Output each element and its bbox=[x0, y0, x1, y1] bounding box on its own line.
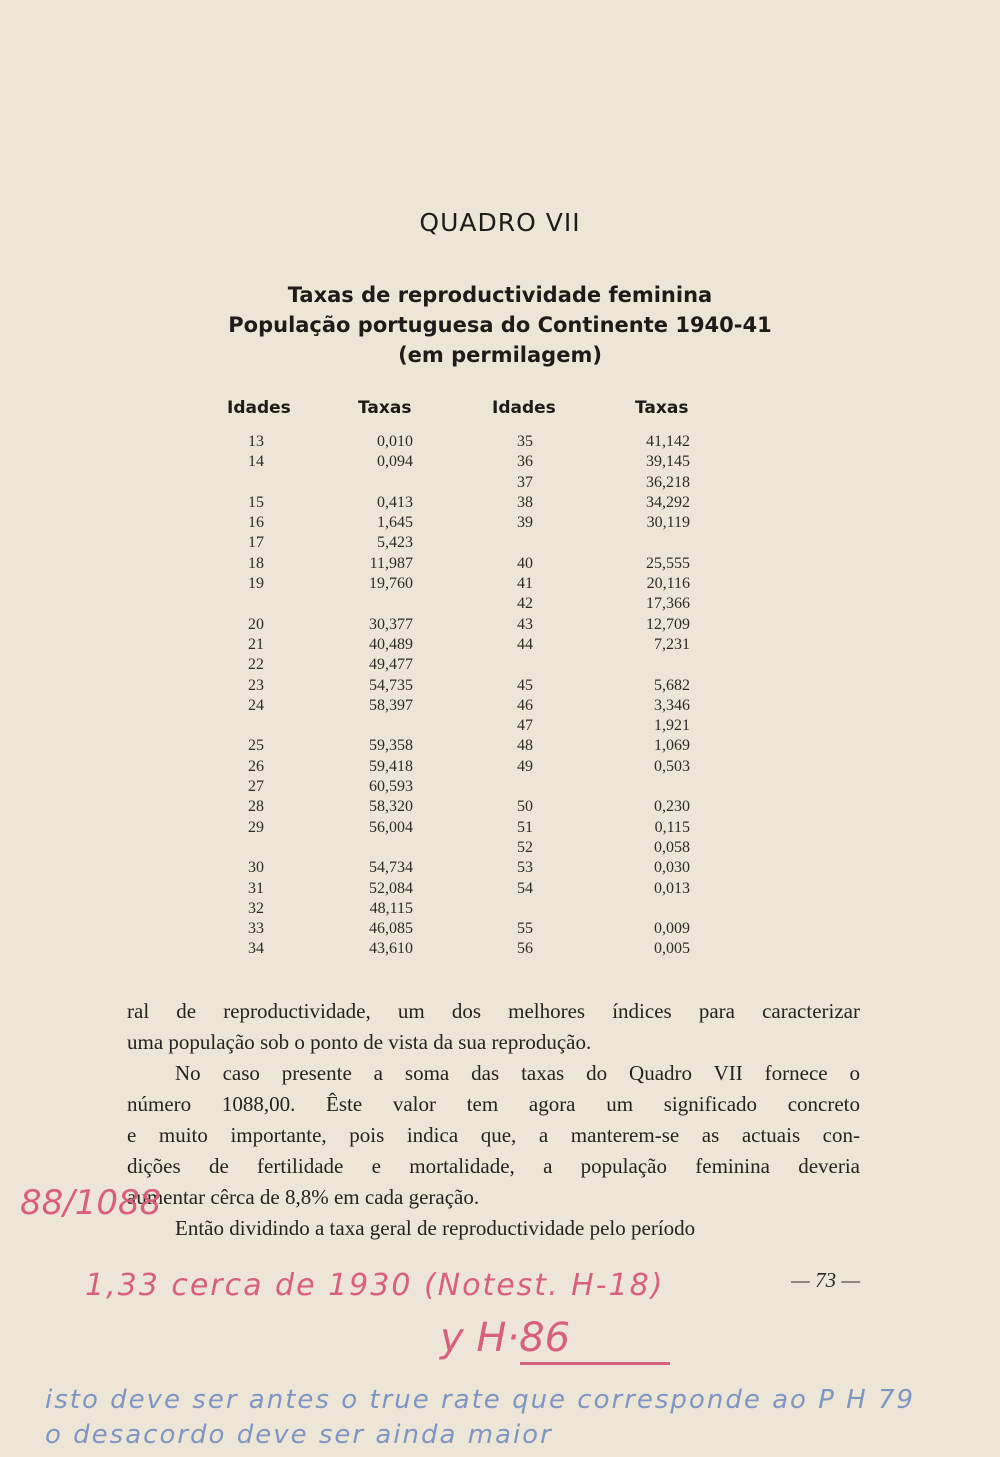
paragraph-3 bbox=[127, 1213, 860, 1244]
table-row bbox=[510, 676, 690, 696]
paragraph-line: No caso presente a soma das taxas do Quadro VII fornece o bbox=[175, 1061, 860, 1085]
table-row bbox=[241, 777, 413, 797]
rate-cell: 39,145 bbox=[646, 453, 690, 471]
age-cell: 20 bbox=[248, 615, 264, 633]
age-cell: 50 bbox=[517, 798, 533, 816]
age-cell: 47 bbox=[517, 717, 533, 735]
age-cell: 54 bbox=[517, 879, 533, 897]
table-row bbox=[241, 533, 413, 553]
age-cell: 33 bbox=[248, 920, 264, 938]
age-cell: 31 bbox=[248, 879, 264, 897]
table-row bbox=[241, 716, 413, 736]
table-row bbox=[241, 655, 413, 675]
red-underline bbox=[520, 1362, 670, 1365]
table-row bbox=[510, 696, 690, 716]
age-cell: 56 bbox=[517, 940, 533, 958]
age-cell: 51 bbox=[517, 818, 533, 836]
age-cell: 25 bbox=[248, 737, 264, 755]
age-cell: 34 bbox=[248, 940, 264, 958]
rate-cell: 19,760 bbox=[369, 575, 413, 593]
rate-cell: 11,987 bbox=[369, 554, 413, 572]
age-cell: 35 bbox=[517, 433, 533, 450]
rate-cell: 46,085 bbox=[369, 920, 413, 938]
rate-cell: 0,115 bbox=[654, 818, 690, 836]
table-row bbox=[241, 939, 413, 959]
age-cell: 16 bbox=[248, 514, 264, 532]
age-cell: 21 bbox=[248, 635, 264, 653]
table-row bbox=[241, 858, 413, 878]
table-row bbox=[510, 432, 690, 452]
age-cell: 45 bbox=[517, 676, 533, 694]
table-row bbox=[510, 757, 690, 777]
table-row bbox=[241, 554, 413, 574]
age-cell: 23 bbox=[248, 676, 264, 694]
age-cell: 42 bbox=[517, 595, 533, 613]
rate-cell: 30,119 bbox=[646, 514, 690, 532]
table-row bbox=[510, 615, 690, 635]
paragraph-line: número 1088,00. Êste valor tem agora um significado concreto bbox=[127, 1092, 860, 1116]
table-row bbox=[510, 533, 690, 553]
rate-cell: 58,397 bbox=[369, 696, 413, 714]
table-row bbox=[241, 493, 413, 513]
table-right-half bbox=[510, 432, 690, 960]
age-cell: 32 bbox=[248, 899, 264, 917]
table-row bbox=[241, 452, 413, 472]
age-cell: 55 bbox=[517, 920, 533, 938]
rate-cell: 0,030 bbox=[654, 859, 690, 877]
table-row bbox=[510, 736, 690, 756]
age-cell: 49 bbox=[517, 757, 533, 775]
age-cell: 48 bbox=[517, 737, 533, 755]
age-cell: 24 bbox=[248, 696, 264, 714]
table-row bbox=[510, 879, 690, 899]
rate-cell: 0,058 bbox=[654, 838, 690, 856]
age-cell: 27 bbox=[248, 778, 264, 796]
rate-cell: 1,069 bbox=[654, 737, 690, 755]
age-cell: 40 bbox=[517, 554, 533, 572]
table-row bbox=[510, 939, 690, 959]
rate-cell: 17,366 bbox=[646, 595, 690, 613]
paragraph-line: e muito importante, pois indica que, a manterem-se as actuais con- bbox=[127, 1123, 860, 1147]
rate-cell: 52,084 bbox=[369, 879, 413, 897]
rate-cell: 3,346 bbox=[654, 696, 690, 714]
age-cell: 22 bbox=[248, 656, 264, 674]
rate-cell: 20,116 bbox=[646, 575, 690, 593]
table-row bbox=[510, 777, 690, 797]
header-taxas-right: Taxas bbox=[635, 398, 689, 418]
age-cell: 19 bbox=[248, 575, 264, 593]
table-row bbox=[241, 736, 413, 756]
rate-cell: 0,503 bbox=[654, 757, 690, 775]
blue-handwritten-note-2: o desacordo deve ser ainda maior bbox=[45, 1420, 553, 1450]
table-row bbox=[510, 919, 690, 939]
table-row bbox=[241, 919, 413, 939]
rate-cell: 7,231 bbox=[654, 635, 690, 653]
rate-cell: 25,555 bbox=[646, 554, 690, 572]
rate-cell: 0,009 bbox=[654, 920, 690, 938]
red-handwritten-note-2: y H·86 bbox=[440, 1315, 571, 1361]
rate-cell: 48,115 bbox=[369, 899, 413, 917]
subtitle-line-1: Taxas de reproductividade feminina bbox=[287, 283, 713, 307]
table-row bbox=[241, 696, 413, 716]
rate-cell: 43,610 bbox=[369, 940, 413, 958]
table-row bbox=[510, 818, 690, 838]
rate-cell: 54,734 bbox=[369, 859, 413, 877]
table-row bbox=[241, 899, 413, 919]
paragraph-1 bbox=[127, 996, 860, 1058]
age-cell: 41 bbox=[517, 575, 533, 593]
rate-cell: 0,230 bbox=[654, 798, 690, 816]
rate-cell: 12,709 bbox=[646, 615, 690, 633]
subtitle-line-3: (em permilagem) bbox=[398, 343, 602, 367]
age-cell: 26 bbox=[248, 757, 264, 775]
table-row bbox=[510, 838, 690, 858]
table-row bbox=[241, 513, 413, 533]
rate-cell: 0,413 bbox=[377, 493, 413, 511]
table-row bbox=[510, 858, 690, 878]
table-row bbox=[241, 594, 413, 614]
rate-cell: 0,013 bbox=[654, 879, 690, 897]
rate-cell: 1,921 bbox=[654, 717, 690, 735]
age-cell: 30 bbox=[248, 859, 264, 877]
rate-cell: 5,423 bbox=[377, 534, 413, 552]
paragraph-line: uma população sob o ponto de vista da sua reprodução. bbox=[127, 1030, 592, 1054]
rate-cell: 54,735 bbox=[369, 676, 413, 694]
header-idades-left: Idades bbox=[227, 398, 291, 418]
subtitle-line-2: População portuguesa do Continente 1940-41 bbox=[228, 313, 772, 337]
rate-cell: 59,358 bbox=[369, 737, 413, 755]
table-row bbox=[241, 797, 413, 817]
page-number: — 73 — bbox=[791, 1268, 860, 1292]
table-row bbox=[510, 797, 690, 817]
age-cell: 38 bbox=[517, 493, 533, 511]
rate-cell: 5,682 bbox=[654, 676, 690, 694]
table-row bbox=[241, 838, 413, 858]
age-cell: 13 bbox=[248, 433, 264, 450]
rate-cell: 58,320 bbox=[369, 798, 413, 816]
table-row bbox=[510, 716, 690, 736]
table-row bbox=[241, 635, 413, 655]
table-row bbox=[241, 615, 413, 635]
table-row bbox=[241, 432, 413, 452]
rate-cell: 0,094 bbox=[377, 453, 413, 471]
rate-cell: 36,218 bbox=[646, 473, 690, 491]
table-row bbox=[510, 554, 690, 574]
table-row bbox=[510, 655, 690, 675]
table-row bbox=[241, 574, 413, 594]
age-cell: 46 bbox=[517, 696, 533, 714]
table-row bbox=[510, 473, 690, 493]
table-row bbox=[241, 676, 413, 696]
rate-cell: 41,142 bbox=[646, 433, 690, 450]
table-row bbox=[510, 635, 690, 655]
rate-cell: 49,477 bbox=[369, 656, 413, 674]
age-cell: 29 bbox=[248, 818, 264, 836]
age-cell: 18 bbox=[248, 554, 264, 572]
table-row bbox=[510, 574, 690, 594]
table-row bbox=[510, 493, 690, 513]
rate-cell: 30,377 bbox=[369, 615, 413, 633]
table-row bbox=[510, 513, 690, 533]
age-cell: 53 bbox=[517, 859, 533, 877]
rate-cell: 1,645 bbox=[377, 514, 413, 532]
rate-cell: 0,010 bbox=[377, 433, 413, 450]
age-cell: 37 bbox=[517, 473, 533, 491]
blue-handwritten-note-1: isto deve ser antes o true rate que corresponde ao P H 79 bbox=[45, 1385, 916, 1415]
age-cell: 36 bbox=[517, 453, 533, 471]
margin-handwritten-note: 88/1088 bbox=[20, 1183, 162, 1223]
table-row bbox=[241, 879, 413, 899]
table-row bbox=[510, 899, 690, 919]
table-left-half bbox=[241, 432, 413, 960]
paragraph-2 bbox=[127, 1058, 860, 1213]
table-row bbox=[510, 594, 690, 614]
red-handwritten-note-1: 1,33 cerca de 1930 (Notest. H-18) bbox=[85, 1268, 665, 1303]
rate-cell: 40,489 bbox=[369, 635, 413, 653]
header-idades-right: Idades bbox=[492, 398, 556, 418]
age-cell: 43 bbox=[517, 615, 533, 633]
age-cell: 15 bbox=[248, 493, 264, 511]
age-cell: 14 bbox=[248, 453, 264, 471]
rate-cell: 0,005 bbox=[654, 940, 690, 958]
age-cell: 44 bbox=[517, 635, 533, 653]
table-row bbox=[510, 452, 690, 472]
age-cell: 28 bbox=[248, 798, 264, 816]
table-row bbox=[241, 818, 413, 838]
age-cell: 17 bbox=[248, 534, 264, 552]
paragraph-line: ral de reproductividade, um dos melhores índices para caracterizar bbox=[127, 999, 860, 1023]
rate-cell: 59,418 bbox=[369, 757, 413, 775]
paragraph-line: aumentar cêrca de 8,8% em cada geração. bbox=[127, 1185, 480, 1209]
rate-cell: 56,004 bbox=[369, 818, 413, 836]
table-title: QUADRO VII bbox=[419, 208, 581, 237]
paragraph-line: Então dividindo a taxa geral de reproductividade pelo período bbox=[175, 1216, 696, 1240]
paragraph-line: dições de fertilidade e mortalidade, a população feminina deveria bbox=[127, 1154, 860, 1178]
rate-cell: 60,593 bbox=[369, 778, 413, 796]
table-row bbox=[241, 473, 413, 493]
rate-cell: 34,292 bbox=[646, 493, 690, 511]
table-row bbox=[241, 757, 413, 777]
header-taxas-left: Taxas bbox=[358, 398, 412, 418]
age-cell: 52 bbox=[517, 838, 533, 856]
age-cell: 39 bbox=[517, 514, 533, 532]
